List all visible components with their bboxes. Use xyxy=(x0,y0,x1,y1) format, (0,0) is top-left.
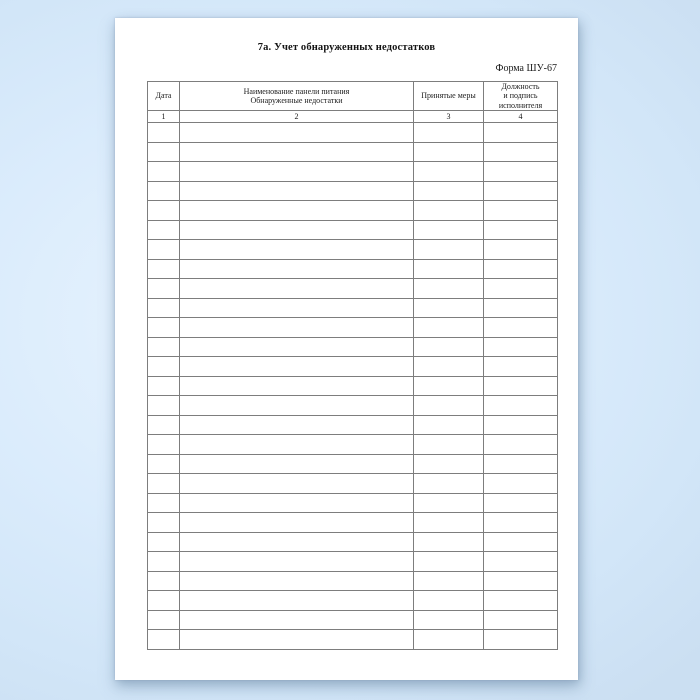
column-number-cell: 4 xyxy=(484,111,558,123)
empty-cell xyxy=(484,474,558,494)
empty-cell xyxy=(180,415,414,435)
empty-log-row xyxy=(148,396,558,416)
empty-cell xyxy=(148,415,180,435)
empty-log-row xyxy=(148,630,558,650)
empty-cell xyxy=(148,493,180,513)
empty-cell xyxy=(414,610,484,630)
header-line: Обнаруженные недостатки xyxy=(250,96,343,106)
empty-cell xyxy=(484,610,558,630)
empty-cell xyxy=(148,435,180,455)
empty-cell xyxy=(148,396,180,416)
empty-cell xyxy=(414,298,484,318)
empty-cell xyxy=(148,474,180,494)
column-number-row xyxy=(148,111,558,123)
empty-log-row xyxy=(148,376,558,396)
empty-cell xyxy=(148,201,180,221)
empty-log-row xyxy=(148,279,558,299)
header-line: Дата xyxy=(155,91,172,101)
empty-log-row xyxy=(148,142,558,162)
empty-cell xyxy=(484,396,558,416)
empty-cell xyxy=(148,454,180,474)
empty-cell xyxy=(414,220,484,240)
empty-cell xyxy=(484,279,558,299)
empty-cell xyxy=(414,357,484,377)
empty-cell xyxy=(414,513,484,533)
form-code-label: Форма ШУ-67 xyxy=(495,63,557,74)
empty-cell xyxy=(180,279,414,299)
column-number-cell: 2 xyxy=(180,111,414,123)
empty-cell xyxy=(148,552,180,572)
empty-cell xyxy=(484,513,558,533)
empty-log-row xyxy=(148,493,558,513)
empty-cell xyxy=(414,162,484,182)
empty-cell xyxy=(484,357,558,377)
empty-cell xyxy=(414,630,484,650)
empty-log-row xyxy=(148,591,558,611)
empty-cell xyxy=(414,532,484,552)
empty-log-row xyxy=(148,435,558,455)
empty-cell xyxy=(148,591,180,611)
empty-cell xyxy=(180,513,414,533)
empty-cell xyxy=(148,630,180,650)
empty-log-row xyxy=(148,454,558,474)
empty-cell xyxy=(484,220,558,240)
empty-cell xyxy=(180,259,414,279)
empty-cell xyxy=(148,610,180,630)
empty-log-row xyxy=(148,337,558,357)
empty-log-row xyxy=(148,513,558,533)
empty-cell xyxy=(180,493,414,513)
empty-cell xyxy=(180,396,414,416)
empty-cell xyxy=(148,240,180,260)
empty-cell xyxy=(484,318,558,338)
empty-cell xyxy=(484,240,558,260)
col-header-position-signature xyxy=(484,82,558,111)
empty-cell xyxy=(180,240,414,260)
empty-cell xyxy=(484,435,558,455)
empty-log-row xyxy=(148,201,558,221)
empty-cell xyxy=(484,532,558,552)
empty-cell xyxy=(414,474,484,494)
empty-cell xyxy=(148,162,180,182)
empty-log-row xyxy=(148,415,558,435)
empty-cell xyxy=(414,454,484,474)
empty-log-row xyxy=(148,610,558,630)
empty-cell xyxy=(414,259,484,279)
empty-cell xyxy=(148,532,180,552)
empty-cell xyxy=(148,318,180,338)
empty-log-row xyxy=(148,298,558,318)
empty-cell xyxy=(484,571,558,591)
document-title: 7а. Учет обнаруженных недостатков xyxy=(257,42,436,53)
table-header-row xyxy=(148,82,558,111)
empty-cell xyxy=(484,552,558,572)
empty-cell xyxy=(484,201,558,221)
empty-cell xyxy=(180,474,414,494)
empty-cell xyxy=(484,454,558,474)
empty-cell xyxy=(148,259,180,279)
empty-cell xyxy=(484,376,558,396)
empty-cell xyxy=(180,220,414,240)
empty-cell xyxy=(414,571,484,591)
empty-cell xyxy=(148,571,180,591)
empty-cell xyxy=(148,279,180,299)
header-line: Наименование панели питания xyxy=(243,86,350,96)
empty-log-row xyxy=(148,357,558,377)
empty-cell xyxy=(148,142,180,162)
empty-cell xyxy=(414,435,484,455)
empty-cell xyxy=(484,298,558,318)
empty-cell xyxy=(414,591,484,611)
empty-log-row xyxy=(148,571,558,591)
empty-log-row xyxy=(148,259,558,279)
empty-cell xyxy=(414,240,484,260)
empty-cell xyxy=(180,591,414,611)
header-line: Должность xyxy=(501,82,540,91)
empty-cell xyxy=(414,123,484,143)
column-number-cell: 3 xyxy=(414,111,484,123)
empty-cell xyxy=(148,298,180,318)
empty-cell xyxy=(414,318,484,338)
empty-cell xyxy=(180,337,414,357)
empty-cell xyxy=(180,610,414,630)
empty-cell xyxy=(180,454,414,474)
empty-cell xyxy=(180,123,414,143)
empty-cell xyxy=(414,201,484,221)
empty-cell xyxy=(414,142,484,162)
empty-log-row xyxy=(148,123,558,143)
empty-log-row xyxy=(148,474,558,494)
empty-log-row xyxy=(148,532,558,552)
empty-cell xyxy=(180,552,414,572)
empty-cell xyxy=(180,357,414,377)
empty-cell xyxy=(148,337,180,357)
empty-log-row xyxy=(148,318,558,338)
col-header-date xyxy=(148,82,180,111)
empty-cell xyxy=(484,162,558,182)
empty-cell xyxy=(484,259,558,279)
empty-cell xyxy=(148,376,180,396)
empty-cell xyxy=(414,337,484,357)
empty-cell xyxy=(414,181,484,201)
empty-log-row xyxy=(148,162,558,182)
empty-cell xyxy=(180,435,414,455)
empty-cell xyxy=(484,630,558,650)
header-line: исполнителя xyxy=(498,100,543,110)
empty-cell xyxy=(414,415,484,435)
document-page xyxy=(115,18,578,680)
empty-cell xyxy=(148,513,180,533)
empty-cell xyxy=(180,142,414,162)
table-body xyxy=(148,123,558,650)
empty-cell xyxy=(180,571,414,591)
empty-cell xyxy=(484,142,558,162)
empty-log-row xyxy=(148,181,558,201)
empty-cell xyxy=(484,337,558,357)
empty-cell xyxy=(180,376,414,396)
defects-log-table xyxy=(147,81,558,650)
empty-log-row xyxy=(148,240,558,260)
empty-cell xyxy=(180,201,414,221)
empty-cell xyxy=(414,552,484,572)
empty-cell xyxy=(180,630,414,650)
empty-cell xyxy=(414,376,484,396)
empty-cell xyxy=(484,415,558,435)
empty-cell xyxy=(148,123,180,143)
empty-cell xyxy=(148,220,180,240)
empty-cell xyxy=(180,532,414,552)
empty-cell xyxy=(148,357,180,377)
empty-cell xyxy=(180,162,414,182)
empty-log-row xyxy=(148,220,558,240)
empty-cell xyxy=(414,396,484,416)
empty-cell xyxy=(484,493,558,513)
empty-cell xyxy=(484,591,558,611)
empty-cell xyxy=(414,493,484,513)
col-header-measures xyxy=(414,82,484,111)
empty-cell xyxy=(148,181,180,201)
column-number-cell: 1 xyxy=(148,111,180,123)
header-line: и подпись xyxy=(503,91,538,101)
empty-cell xyxy=(484,123,558,143)
empty-cell xyxy=(484,181,558,201)
empty-cell xyxy=(180,318,414,338)
empty-log-row xyxy=(148,552,558,572)
empty-cell xyxy=(180,181,414,201)
col-header-panel-defects xyxy=(180,82,414,111)
empty-cell xyxy=(414,279,484,299)
empty-cell xyxy=(180,298,414,318)
header-line: Принятые меры xyxy=(421,91,476,101)
